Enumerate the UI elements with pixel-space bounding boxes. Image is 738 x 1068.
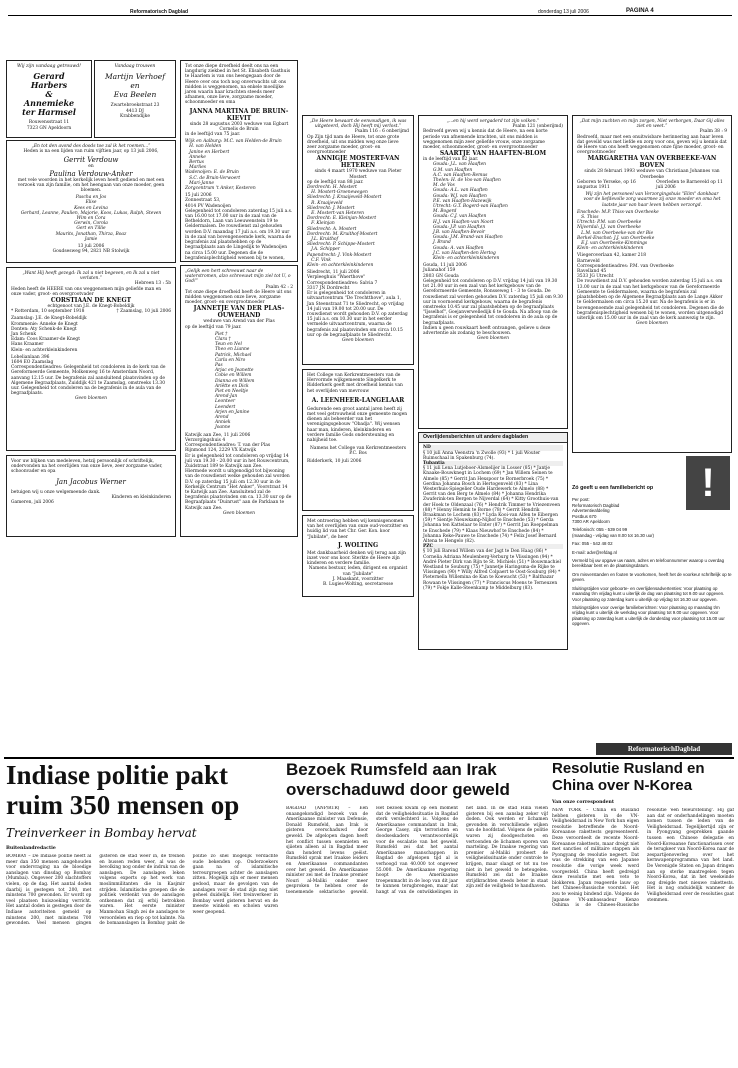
ad-closing: Geen bloemen bbox=[636, 321, 668, 327]
ad-intro: Vandaag trouwen bbox=[114, 64, 156, 69]
family-list: Kinderen en kleinkinderen bbox=[111, 494, 171, 500]
deceased-name: ANNIGJE MOSTERT-VAN HETEREN bbox=[316, 155, 400, 170]
ad-intro: Bedroefd geven wij u kennis dat de Heere, na een korte periode van afnemende krachten, uit ons midden is weggenomen mijn zeer geliefde vrouw, onze zorgzame moeder, schoonmoeder, groot- en overgrootmoeder bbox=[423, 129, 548, 151]
obituary-van-overbeeke bbox=[572, 115, 732, 453]
name-line: Martijn Verhoef bbox=[105, 72, 165, 82]
ad-address: Zwartebroekstraat 23 4413 DJ Krabbendijke bbox=[110, 103, 160, 119]
ad-intro: Het College van Kerkrentmeesters van de Hervormde wijkgemeente Singelkerk te Ridderkerk geeft met droefheid kennis van het overlijden van mevrouw bbox=[307, 373, 403, 394]
ad-subtitle: sinds 28 augustus 2003 weduwe van Egbart Cornelis de Bruin bbox=[189, 121, 289, 132]
obituary-mostert bbox=[302, 115, 414, 365]
article-india-credit: Buitenlandredactie bbox=[6, 846, 56, 851]
deceased-name-2: Paulina Verdouw-Anker bbox=[49, 169, 133, 178]
article-rumsfeld-body: BAGDAD (ANP/RTR) – Een onaangekondigd bezoek van de Amerikaanse minister van Defensie, Donald Rumsfeld, aan Irak is gisteren overschaduwd door geweld. De afgelopen dagen heeft het conflict tussen soennieten en sjiieten alleen al in Bagdad meer dan honderd levens geëist. Rumsfeld sprak met Iraakse leiders en Amerikaanse commandanten over het geweld. De Amerikaanse minister zei met de Iraakse premier Nouri al-Maliki onder meer gesproken te hebben over de toenemende sektarische geweld. Het bezoek kwam op een moment dat de veiligheidssituatie in Bagdad sterk verslechterd is. Volgens de Amerikaanse commandant in Irak, George Casey, zijn terroristen en doodseskaders verantwoordelijk voor de escalatie van het geweld. Rumsfeld zei dat het aantal Amerikaanse manschappen in Bagdad de afgelopen tijd al is verhoogd van 40.000 tot ongeveer 55.000. De Amerikaanse regering hoopt de Amerikaanse troepenmacht in de loop van dit jaar te kunnen terugbrengen, maar dat hangt af van de ontwikkelingen in het land. In de stad Hilla vielen gisteren bij een aanslag zeker vijf doden. Ook werden er lichamen gevonden in verschillende wijken van de hoofdstad. Volgens de politie waren zij doodgeschoten en vertoonden de lichamen sporen van marteling. De Iraakse regering van premier al-Maliki probeert de veiligheidssituatie onder controle te krijgen, maar slaagt er tot nu toe niet in het geweld te beteugelen. Rumsfeld zei dat de Iraakse strijdkrachten steeds beter in staat zijn zelf de veiligheid te handhaven. bbox=[286, 806, 548, 895]
ad-end: Geen bloemen bbox=[223, 510, 255, 516]
reformatorisch-logo: ReformatorischDagblad bbox=[596, 743, 732, 755]
ad-subtitle: sinds 4 maart 1970 weduwe van Pieter Mostert bbox=[314, 169, 402, 180]
region-label: ND bbox=[423, 445, 563, 450]
family-list: Gouda: J.L. van Haaften G.M. van Haaften A.C. van Haaften-Remus Thelen: H. de Vos-van Haaften M. de Vos Gouda: A.L. van Haaften Gouda: W.J. van Haaften P.E. van Haaften-Hazewijk Utrecht: G.T. Bogerd-van Haaften M. Bogerd Gouda: C.J. van Haaften H.J. van Haaften-van Noort Gouda: J.P. van Haaften J.B. van Haaften-Bevoir Gouda: J.M. Brand-van Haaften J. Brand Gouda: A. van Haaften J.C. van Haaften-den Hertog Klein- en achterkleinkinderen bbox=[433, 162, 508, 262]
ad-body: met vele woorden in het kerkelijk leven heeft gediend en met een verzoek van zijn familie, om het heengaan van onze moeder, geen bloemen. bbox=[17, 177, 165, 194]
verse-ref: Psalm 116 : 6 onberijmd bbox=[354, 129, 409, 135]
header-paper-name: Reformatorisch Dagblad bbox=[130, 9, 189, 15]
ad-subtitle: echtgenoot van J.E. de Knegt-Bobeldijk bbox=[47, 304, 135, 310]
ad-intro: Tot onze diepe droefheid deelt ons na een langdurig ziekbed in het St. Elisabeth Gasthuis te Haarlem is van ons heengegaan door de Heere over ons toch nog onverwachts uit ons midden is weggenomen, na enkele moeilijke jaren waarin haar krachten steeds meer afnamen, onze lieve, zorgzame moeder, schoonmoeder en oma bbox=[185, 64, 291, 106]
notice-leenheer bbox=[302, 369, 414, 511]
ad-age: op de leeftijd van 79 jaar. bbox=[185, 324, 242, 330]
ad-age: in de leeftijd van 82 jaar. bbox=[423, 157, 479, 163]
ad-date: Heden is na een lijden van ruim vijftien jaar, op 13 juli 2006, bbox=[23, 149, 159, 155]
ad-conjunction: en bbox=[88, 164, 94, 170]
family-list: Piet † Clara † Teun en Nel Theo en Lianne Patrick, Michael Carla en Niro Pas Arjac en Jeanette Cobie en Willem Dianna en Willem Ariëtte en Dick Piet en Neeltje Arend-Jan Leonteer Leendert Arjen en Janine Arend Anniek Joanne bbox=[215, 331, 255, 431]
ad-address: Vliegeroverlaan 42, kamer 218 Barneveld bbox=[577, 253, 647, 264]
ad-closing: Geen bloemen bbox=[75, 396, 107, 402]
wedding-ad-verhoef bbox=[94, 60, 176, 138]
ad-condolence: Gelegenheid tot condoleren op D.V. vrijdag 14 juli van 19.30 tot 21.00 uur in een zaal van het kerkgebouw van de Gereformeerde Gemeente, Ronsseweg 1 - 3 te Gouda. De rouwdienst zal worden gehouden D.V. zaterdag 15 juli om 9.30 uur in voornoemd kerkgebouw, waarna de begrafenis omstreeks 10.45 uur zal plaatshebben op de begraafplaats "Ijsselhof", Goejanverwelledijk 6 te Gouda. Na afloop van de begrafenis is er gelegenheid tot condoleren in de aula op de begraafplaats. bbox=[423, 278, 563, 326]
ad-correspondence: Correspondentieadres: P.M. van Overbeeke Ravelland 45 3533 JG Utrecht bbox=[577, 263, 674, 280]
article-russia-body: NEW YORK – China en Rusland hebben gisteren in de VN-Veiligheidsraad in New York hun eigen resolutie betreffende de Noord-Koreaanse rakettests gepresenteerd. Deze veroordeelt de recente Noord-Koreaanse rakettests, maar dreigt niet met sancties of militaire stappen als Pyongyang de resolutie negeert. Dat was de strekking van een Japanse resolutie die vorige week werd voorgesteld. China heeft gedreigd deze resolutie met een veto te blokkeren. Japan reageerde lauw op het Chinees-Russische voorstel. Het zou te weinig bindend zijn. Volgens de Japanse VN-ambassadeur Kenzo Oshima is de Chinees-Russische resolutie 'een teleurstelling'. Hij gaf aan dat er onderhandelingen moeten komen tussen de leden van de Veiligheidsraad. Tegelijkertijd zijn er in Pyongyang gesprekken gaande tussen een Chinese delegatie en Noord-Koreaanse functionarissen over de terugkeer van Noord-Korea naar de zespartijenoverleg over het kernwapenprogramma van het land. De Verenigde Staten en Japan dringen aan op sterke maatregelen tegen Noord-Korea, dat in het weekeinde nog dreigde met nieuwe rakettests. Het is nog onduidelijk wanneer de Veiligheidsraad over de resoluties gaat stemmen. bbox=[552, 808, 734, 909]
family-list: Enschede: M.P. Thiss-van Overbeeke S. Thiss Utrecht: P.M. van Overbeeke Nijverdal: J.J. van Overbeeke L.M. van Overbeeke-van der Bie Berkel-Enschot: J.J. van Overbeeke E.J. van Overbeeke-Kimmings Klein- en achterkleinkinderen bbox=[577, 209, 659, 252]
ad-intro: Met ontroering hebben wij kennisgenomen van het overlijden van onze oud-voorzitter en huidig lid van het Chr. Ger. Kon. koor "Jubilate", de heer bbox=[307, 519, 409, 540]
deceased-name: SAARTJE VAN HAAFTEN-BLOM bbox=[439, 150, 547, 158]
death-date: † Zaamslag, 10 juli 2006 bbox=[116, 309, 171, 315]
birth-date: * Rotterdam, 10 september 1918 bbox=[11, 309, 85, 315]
name-line: Harbers bbox=[30, 80, 68, 91]
overlijdens-entry: § 10 juli Anna Veenstra 'n Zwolle (93) * 1 juli Wouter Ruimschaal in Spakenburg (74). bbox=[423, 450, 541, 461]
ad-subtitle: weduwe van Arend van der Plas bbox=[203, 319, 275, 325]
region-label: Tubantia bbox=[423, 461, 563, 466]
familie-note: Sluitingstijden voor overige familieberichten: Voor plaatsing op maandag t/m vrijdag kunt u uiterlijk de werkdag voor plaatsing tot 9.00 uur opgeven. Voor plaatsing op zaterdag kunt u uiterlijk de donderdag voor plaatsing tot 15.00 uur opgeven. bbox=[572, 604, 725, 627]
ad-body: Met dankbaarheid denken wij terug aan zijn inzet voor ons koor. Sterkte de Heere zijn kinderen en verdere familie. bbox=[307, 550, 406, 567]
deceased-name: JANNA MARTINA DE BRUIN-KIEVIT bbox=[189, 107, 289, 122]
exclamation-icon: ! bbox=[686, 456, 730, 510]
ad-signature: Namens het College van Kerkrentmeesters P.C. Bos bbox=[310, 446, 406, 457]
ad-body: Voor uw blijken van medeleven, hetzij persoonlijk of schriftelijk, ondervonden na het overlijden van onze lieve, zeer zorgzame vader, schoonvader en opa bbox=[11, 459, 163, 475]
page-header bbox=[8, 3, 732, 16]
familie-post: Per post: Reformatorisch Dagblad Advertentieafdeling Postbus 670 7300 AR Apeldoorn bbox=[572, 497, 620, 525]
article-india-body: BOMBAY – De Indiase politie heeft al meer dan 350 mensen aangehouden voor ondervraging na de bloedige aanslagen van dinsdag op Bombay (Mumbai). Ongeveer 200 slachtoffers vielen, op de dag. Het aantal doden daarbij is gestegen tot 200, met minstens 700 gewonden. Er wordt op veel plaatsen huiszoeking verricht. Het aantal doden is gestegen door de Indiase autoriteiten gemeld op minstens 200, met minstens 700 gewonden. Veel mensen gingen gisteren de stad weer in, de treinen en bussen reden weer, al was de bevolking nog onder de indruk van de aanslagen. De aanslagen leken volgens experts op het werk van moslimmilitanten die in Kasjmir strijden. Islamitische groepen die de politiek verdenkt van de aanslagen ontkennen dat zij erbij betrokken waren. Het eerste minister Manmohan Singh zei de aanslagen te veroordelen en riep op tot kalmte. Na de bomaanslagen in Bombay pakt de politie zo snel mogelijk verdachte oude bekenden op. Onderzoekers gaan na of islamitische terreurgroepen achter de aanslagen zitten. Mogelijk zijn er meer mensen gedood, maar de gevolgen van de aanslagen voor de stad zijn nog niet geheel duidelijk. Het treinverkeer in Bombay werd gisteren hervat en de meeste winkels en scholen waren weer geopend. bbox=[6, 854, 278, 927]
article-india-subhead: Treinverkeer in Bombay hervat bbox=[6, 826, 197, 840]
deceased-name: Jan Jacobus Werner bbox=[56, 477, 126, 486]
ad-address: Rouwensstraat 11 7323 GN Apeldoorn bbox=[26, 120, 72, 131]
name-line: Annemieke bbox=[23, 98, 75, 109]
ad-body: Gedurende een groot aantal jaren heeft zij met veel getrouwheid onze gemeente mogen dienen als beheerder van het verenigingsgebouw "Obadja". Wij wensen haar man, kinderen, kleinkinderen en verdere familie Gods ondersteuning en nabijheid toe. bbox=[307, 406, 408, 444]
ad-condolence: Gelegenheid tot condoleren zaterdag 15 juli a.s. van 16.00 tot 17.00 uur in de zaal van de Betheldorn, Laan van Leeuwenstein 19 te Geldermalsen. De rouwdienst zal gehouden worden D.V. maandag 17 juli a.s. om 19.30 uur in de zaal van bovengenoemde kerk, waarna de begrafenis zal plaatshebben op de begraafplaats aan de Lingedijk te Wadenoijen na circa 15.00 uur. Degenen die de begrafenisplechtigheid wensen bij te wonen, bbox=[185, 208, 293, 261]
ad-footer: Correspondentieadres: Gelegenheid tot condoleren in de kerk van de Gereformeerde Gemeente, Molkenweg 16 te Amsterdam Noord, aanvang 12.15 uur. De begrafenis zal aansluitend plaatsvinden op de Algemene Begraafplaats, Zuiddijk 421 te Zaamslag, omstreeks 13.30 uur. Gelegenheid tot condoleren na de begrafenis in de aula van de begraafplaats. bbox=[11, 365, 166, 397]
ad-signature: Namens bestuur, leden, dirigent en organist van "Jubilate" J. Maaskant, voorzitter B. Lugies-Wolting, secretaresse bbox=[308, 566, 408, 588]
ad-thanks: betuigen wij u onze welgemeende dank. bbox=[11, 489, 101, 495]
obituary-de-bruin bbox=[180, 60, 298, 262]
overlijdens-entry: § 10 juli Barend Willem van der Jagt te Den Haag (86) * Cornelia Adriana Meulenberg-Verburg te Vlissingen (94) * André Pieter Dirk van Rijn te St. Michiels (51) * Bouwmachiel Westland te Souburg (75) * Jannetje Haringsma-de Rijke te Vlissingen (90) * Willy Alfred Colpaert te Oost-Souburg (84) * Pieternella Willemina de Kan te Koewacht (53) * Balthazar Rowaan te Vlissingen (77) * Franciscus Moens te Terneuzen (79) * Fokje Kalle-Steenkamp te Middelburg (83). bbox=[423, 549, 561, 591]
name-line: en bbox=[130, 81, 140, 91]
deceased-name: MARGARETHA VAN OVERBEEKE-VAN BOVEN bbox=[587, 155, 717, 170]
deceased-name: J. WOLTING bbox=[337, 541, 379, 549]
familie-fax: Fax: 055 - 542 48 02 bbox=[572, 541, 613, 547]
article-russia-credit: Van onze correspondent bbox=[552, 800, 615, 805]
familie-note: Sluitingstijden voor geboorte- en overlijdensadvertenties: Voor plaatsing op maandag t/m vrijdag kunt u uiterlijk de dag van plaatsing tot 9.00 uur opgeven. Voor plaatsing op zaterdag kunt u uiterlijk op vrijdag tot 16.30 uur opgeven. bbox=[572, 585, 725, 602]
ad-age: op de leeftijd van 88 jaar. bbox=[307, 179, 364, 185]
ad-verse: „Dat mijn zuchten en mijn zorgen, Niet verborgen, Daar Gij alles ziet en weet.” bbox=[579, 119, 725, 130]
ad-verse: „...en hij werd vergaderd tot zijn volken.” bbox=[446, 119, 540, 124]
familie-email: E-mail: advr@refdag.nl bbox=[572, 549, 617, 555]
ad-date: Katwijk aan Zee, 11 juli 2006 Verzorgingshuis 4 Correspondentieadres: T. van der Plas Rijnmond 124, 2229 VX Katwijk bbox=[185, 432, 271, 454]
verse-ref: Psalm 38 : 9 bbox=[699, 129, 727, 135]
overlijdens-title: Overlijdensberichten uit andere dagbladen bbox=[419, 433, 567, 443]
ad-condolence: Er is gelegenheid tot condoleren op vrijdag 14 juli van 19.30 - 20.00 uur in het Rouwcentrum, Zuidstraat 189 te Katwijk aan Zee. bbox=[185, 453, 290, 469]
ad-date: Gouda, 11 juli 2006 Julianahof 159 2803 GN Gouda bbox=[423, 263, 467, 279]
obituary-verdouw bbox=[6, 140, 176, 263]
ad-intro: Op Zijn tijd nam de Heere, tot onze grote droefheid, uit ons midden weg onze lieve zeer zorgzame moeder, groot- en overgrootmoeder bbox=[307, 134, 400, 156]
ad-place: Gameren, juli 2006 bbox=[11, 500, 54, 506]
ad-date: 15 juli 2006 Zonnestraat 53, 4014 PV Wadenoijen bbox=[185, 193, 231, 209]
deceased-name: JANNETJE VAN DER PLAS-OUWEHAND bbox=[193, 305, 285, 320]
region-label: PZC bbox=[423, 544, 563, 549]
ad-footer: 13 juli 2006 Goudsesweg 94, 2821 NB Stolwijk bbox=[52, 244, 130, 255]
ad-verse: „De Heere bewaart de eenvoudigen, ik was uitgeteerd, doch Hij heeft mij verlost.” bbox=[309, 119, 407, 130]
deceased-name: A. LEENHEER-LANGELAAR bbox=[311, 396, 405, 404]
ad-end: Geen bloemen bbox=[477, 336, 509, 342]
family-list: Pascha en Jos Elise Kees en Levina Gerhard, Leanne, Paulien, Majorie, Koos, Lukas, Ralph, Steven Wim en Cora Gerwin, Corola Gert en Tillie Maurits, Jonathan, Thirza, Boaz Jamie bbox=[20, 195, 162, 242]
ad-date: Ridderkerk, 10 juli 2006 bbox=[307, 458, 362, 464]
overlijdens-entry: § 11 juli Lena Lutjeboer-Alsmelijer in Losser (85) * Jantje Knaake-Bouwknegt in Lochem (69) * Jan Willem Seinen te Almelo (85) * Gerrit Jan Hexspoor te Bornerbroek (75) * Gerdina Johanna Bosch in Hertogenveld (83) * Lina Westerhuis-Spiegelier Oude Hardewerk te Almelo (88) * Gerrit van den Berg te Almelo (84) * Johanna Hendrika Zwaferink-ten Bergen te Nijverdal (64) * Kitty Groothuis-van der Hoek te Oldenzaal (76) * Hendrik Timmer te Vriezenveen (88) * Henny Hemink te Borne (78) * Gerrit Hendrik Braakman te Lochem (83) * Lyda Kooi-van Alfen te Eibergen (59) * Sientje Nieuwkamp-Nijhof te Enschede (53) * Gerda Johanna ten Kattelaar te Enter (87) * Gerrit Jan Roeppelman te Enschede (79) * Klaas Nieuwhof te Enschede (84) * Johanna Reke-Pauwe te Enschede (74) * Felix Josef Bernard Altena te Hengelo (82). bbox=[423, 466, 561, 545]
deceased-name: CORSTIAAN DE KNEGT bbox=[50, 297, 132, 305]
article-rumsfeld-headline: Bezoek Rumsfeld aan Irak overschaduwd door geweld bbox=[286, 760, 510, 799]
familiebericht-info bbox=[572, 456, 732, 742]
ad-verse: „En tot den avond des doods toe zal ik het roemen...” bbox=[31, 144, 151, 149]
verse-ref: Psalm 121 (onberijmd) bbox=[512, 124, 563, 130]
ad-date: Sliedrecht, 11 juli 2006 Verpleeghuis "Waerthove" Correspondentieadres: Salvia 7 3317 JN Dordrecht bbox=[307, 270, 378, 291]
ad-condolence: Er is gelegenheid tot condoleren in uitvaartcentrum "De Trechtthove", aula 1, Jan Steenstraat 71 te Sliedrecht, op vrijdag 14 juli van 19.00 tot 20.00 uur. De rouwdienst wordt gehouden D.V. op zaterdag 15 juli a.s. om 10.30 uur in het eerder vermelde uitvaartcentrum, waarna de begrafenis zal plaatsvinden om circa 10.15 uur op de begraafplaats te Sliedrecht. bbox=[307, 291, 408, 338]
ad-intro: Heden heeft de HEERE van ons weggenomen mijn geliefde man en onze vader, groot- en overgrootvader bbox=[11, 286, 162, 297]
death-date: Overleden te Barneveld op 11 juli 2006 bbox=[656, 179, 723, 191]
thanks-ad-werner bbox=[6, 455, 176, 537]
ad-verse: „Want Hij heeft gezegd: Ik zal u niet begeven, en Ik zal u niet verlaten.” bbox=[22, 271, 160, 282]
ad-intro: Bedroefd, maar met een onuitwisbare herinnering aan haar leven dat geveild was met liefde en zorg voor ons, geven wij u kennis dat de Heere van ons heeft weggenomen onze fijne moeder, groot- en overgrootmoeder bbox=[577, 134, 727, 156]
ad-verse: „Gelijk een hert schreeuwt naar de waterstromen, alzo schreeuwt mijn ziel tot U, o God!” bbox=[185, 269, 291, 285]
ad-subtitle: sinds 28 februari 1993 weduwe van Christiaan Johannes van Overbeeke bbox=[584, 169, 720, 180]
deceased-name: Gerrit Verdouw bbox=[63, 156, 119, 165]
header-page-label: PAGINA 4 bbox=[626, 8, 654, 14]
wedding-ad-harbers bbox=[6, 60, 92, 138]
ad-age: in de leeftijd van 75 jaar. bbox=[185, 132, 241, 138]
name-line: Gerard bbox=[33, 71, 65, 82]
verse-ref: Hebreen 13 : 5b bbox=[134, 281, 171, 287]
ad-intro: Tot onze diepe droefheid heeft de Heere uit ons midden weggenomen onze lieve, zorgzame moeder, groot- en overgrootmoeder bbox=[185, 289, 292, 306]
familie-note: Om misverstanden en fouten te voorkomen, heeft het de voorkeur schriftelijk op te geven. bbox=[572, 571, 732, 583]
name-line: ter Harmsel bbox=[22, 107, 76, 118]
ad-condolence: De rouwdienst zal D.V. gehouden worden zaterdag 15 juli a.s. om 13.00 uur in de zaal van het kerkgebouw van de Gereformeerde Gemeente te Geldermalsen, waarna de begrafenis zal plaatshebben op de Algemene Begraafplaats aan de Lange Akker te Geldermalsen om circa 15.20 uur. Na de begrafenis is er in bovengenoemde zaal gelegenheid tot condoleren. Degenen die de begrafenisplechtigheid wensen bij te wonen, worden uitgenodigd uiterlijk om 15.00 uur in de zaal van de kerk aanwezig te zijn. bbox=[577, 279, 724, 321]
familie-note: Vermeld bij uw opgave uw naam, adres en telefoonnummer waarop u overdag bereikbaar bent en de plaatsingsdatum. bbox=[572, 558, 725, 569]
overlijdensberichten-box bbox=[418, 432, 568, 650]
article-india-headline: Indiase politie pakt ruim 350 mensen op bbox=[6, 760, 240, 820]
article-russia-headline: Resolutie Rusland en China over N-Korea bbox=[552, 760, 705, 794]
notice-wolting bbox=[302, 515, 414, 597]
ad-closing: Geen bloemen bbox=[342, 337, 374, 343]
obituary-de-knegt bbox=[6, 267, 176, 451]
ad-address: Lobelianlaan 396 1604 EO Zaamslag bbox=[11, 354, 54, 366]
obituary-van-haaften bbox=[418, 115, 568, 429]
birth-date: Geboren te Yerseke, op 16 augustus 1911 bbox=[577, 179, 636, 191]
ad-intro: Wij zijn vandaag getrouwd! bbox=[17, 64, 81, 69]
ad-verse-2: Wij zijn het personeel van Verzorgingshuis "Elim" dankbaar voor de liefdevolle zorg waarmee zij onze moeder en oma het laatste jaar van haar leven hebben verzorgd. bbox=[583, 192, 721, 208]
ad-closing: Hiermede wordt u uitgenodigd tot bijwoning van de rouwdienst welke gehouden zal worden D.V. op zaterdag 15 juli om 12.30 uur in de Kerkelijk Centrum "Het Anker", Voorstraat 14 te Katwijk aan Zee. Aansluitend zal de begrafenis plaatsvinden om ca. 13.30 uur op de Begraafplaats "Duinrust" aan de Parklaan te Katwijk aan Zee. bbox=[185, 469, 292, 511]
verse-ref: Psalm 42 : 2 bbox=[265, 284, 293, 290]
obituary-van-der-plas bbox=[180, 265, 298, 537]
familie-phone: Telefonisch: 055 - 539 04 99 (maandag - vrijdag van 8.00 tot 16.30 uur) bbox=[572, 527, 655, 538]
section-divider bbox=[4, 757, 734, 759]
familie-title: Zó geeft u een familiebericht op bbox=[572, 485, 654, 491]
family-list: Dordrecht: H. Mostert H. Mostert-Groenewegen Sliedrecht: J. Kraaijeveld-Mostert R. Kraaijeveld Sliedrecht: J. Mostert E. Mostert-van Heteren Dordrecht: E. Kleinjan-Mostert F. Kleinjan Sliedrecht: A. Mostert Dordrecht: M. Kruithof-Mostert J.L. Kruithof Sliedrecht: P. Schippe-Mostert J.A. Schipper Papendrecht: J. Vink-Mostert C.F. Vink Klein- en achterkleinkinderen bbox=[307, 185, 382, 269]
ad-closing: Indien u geen rouwkaart heeft ontvangen, gelieve u deze advertentie als zodanig te beschouwen. bbox=[423, 325, 551, 336]
family-list: Wijk en Aalburg: M.C. van Helden-de Bruin H. van Helden Janine en Herbert Anneke Bertus Marlies Wadenoijen: E. de Bruin S.C. de Bruin-Verwoert Mari-Janne Zorgcentrum 't Anker, Kesteren bbox=[185, 139, 282, 192]
header-date: donderdag 13 juli 2006 bbox=[538, 9, 589, 15]
name-line: & bbox=[45, 89, 53, 100]
name-line: Eva Beelen bbox=[113, 90, 157, 100]
family-list: Zaamslag: J.E. de Knegt-Bobeldijk Krommenie: Anneke de Knegt Donten: Aty Schenk-de Knegt Jan Schenk Edam: Coos Kraamer-de Knegt Hans Kraamer Klein- en achterkleinkinderen bbox=[11, 316, 87, 353]
